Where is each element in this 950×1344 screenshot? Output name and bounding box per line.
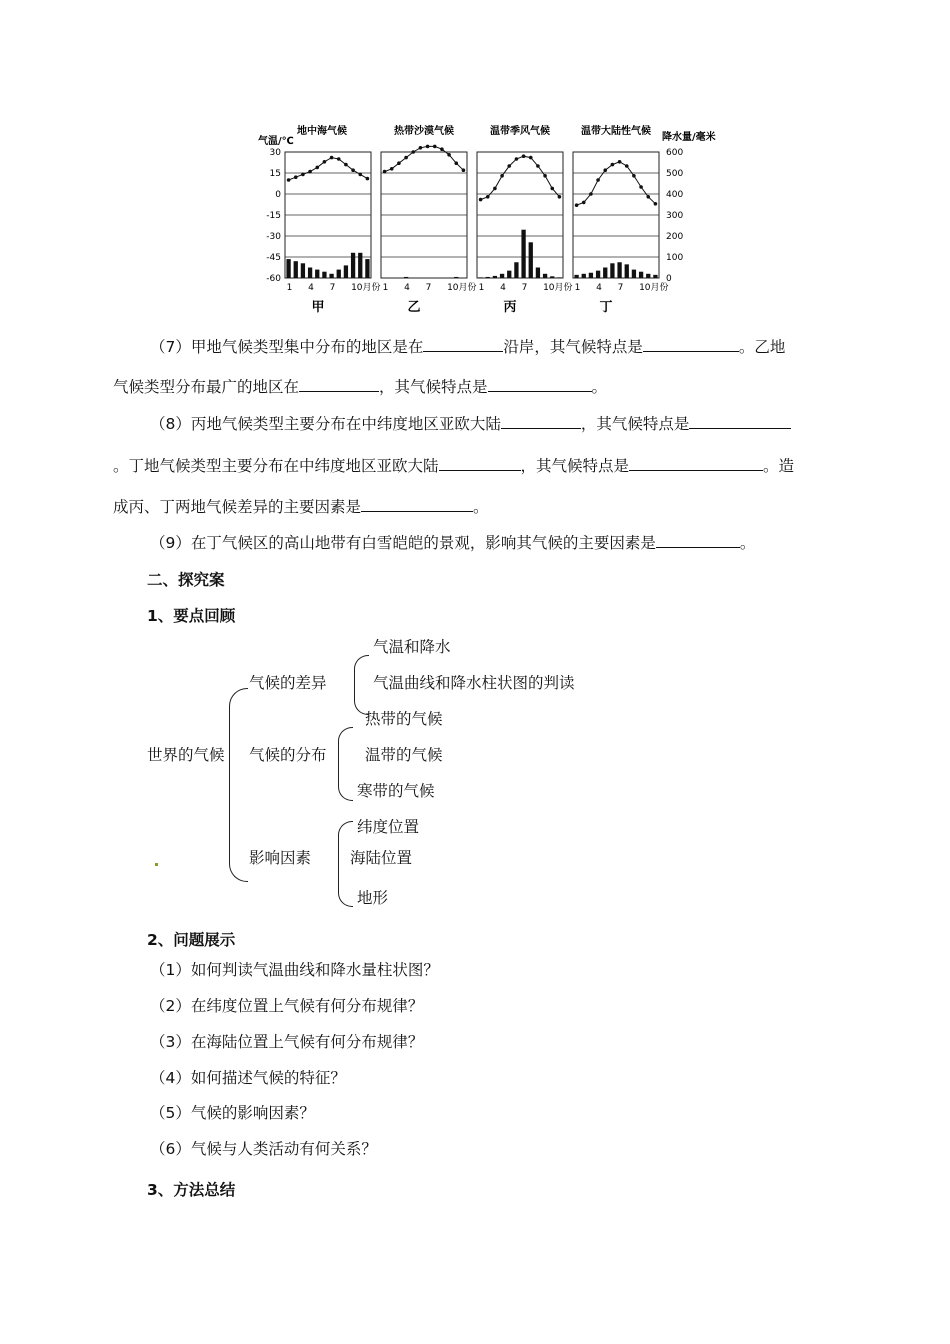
panel-letter: 甲 [311, 300, 325, 315]
precip-axis-label: 降水量/毫米 [662, 132, 716, 143]
month-tick-label: 4 [500, 283, 506, 293]
temp-point [654, 202, 658, 206]
precip-bar [329, 274, 333, 278]
temp-point [543, 174, 547, 178]
month-tick-label: 1 [286, 283, 293, 293]
climate-panel [381, 145, 477, 315]
tree-item-tropical: 热带的气候 [365, 710, 443, 728]
temp-point [596, 178, 600, 182]
q8-text-e: 。造 [763, 457, 795, 475]
precip-bar [582, 274, 586, 278]
precip-bar [529, 242, 533, 278]
q8-text-a: （8）丙地气候类型主要分布在中纬度地区亚欧大陆 [150, 415, 501, 433]
panel-letter: 乙 [407, 300, 421, 315]
temp-point [411, 150, 415, 154]
q9-blank-1[interactable] [656, 533, 740, 548]
precip-bar [543, 274, 547, 278]
temp-axis-label: 气温/℃ [258, 136, 294, 147]
month-tick-label: 7 [425, 283, 432, 293]
precip-bar [653, 275, 657, 278]
precip-bar [322, 272, 326, 278]
temp-point [646, 195, 650, 199]
tree-item-frigid: 寒带的气候 [357, 782, 435, 800]
temp-point [603, 168, 607, 172]
month-tick-label: 4 [404, 283, 410, 293]
q7-blank-3[interactable] [299, 377, 379, 392]
precip-tick-label: 0 [666, 274, 672, 284]
chart-titles [297, 124, 651, 137]
precip-bar [589, 273, 593, 278]
precip-bar [301, 263, 305, 278]
month-tick-label: 10月份 [543, 283, 573, 293]
temp-point [301, 173, 305, 177]
temp-point [397, 161, 401, 165]
precip-bar [596, 271, 600, 278]
problem-item: （6）气候与人类活动有何关系？ [150, 1140, 377, 1158]
tree-branch-differences: 气候的差异 [249, 674, 327, 692]
subheading-method: 3、方法总结 [147, 1181, 236, 1199]
temp-point [337, 157, 341, 161]
month-tick-label: 10月份 [639, 283, 669, 293]
month-tick-label: 1 [574, 283, 581, 293]
precip-bar [639, 272, 643, 278]
precip-bar [454, 277, 458, 278]
temp-point [294, 175, 298, 179]
precip-tick-label: 500 [666, 169, 684, 179]
temp-tick-label: -45 [266, 253, 281, 263]
climate-panel [573, 152, 669, 315]
temp-point [462, 168, 466, 172]
temp-point [433, 145, 437, 149]
precip-bar [521, 230, 525, 278]
temp-point [447, 153, 451, 157]
panel-title: 温带季风气候 [490, 126, 550, 137]
problem-item: （4）如何描述气候的特征？ [150, 1069, 346, 1087]
differences-bracket [354, 655, 369, 715]
q8-text-b: ，其气候特点是 [580, 415, 690, 433]
section-heading: 二、探究案 [147, 571, 225, 589]
month-tick-label: 4 [308, 283, 314, 293]
q8-blank-5[interactable] [361, 497, 473, 512]
subheading-problems: 2、问题展示 [147, 931, 236, 949]
temp-point [550, 187, 554, 191]
temp-point [404, 156, 408, 160]
q7-blank-2[interactable] [643, 337, 739, 352]
q7-blank-1[interactable] [423, 337, 503, 352]
q9-text-a: （9）在丁气候区的高山地带有白雪皑皑的景观，影响其气候的主要因素是 [150, 534, 656, 552]
temp-point [639, 185, 643, 189]
temp-point [330, 156, 334, 160]
precip-bar [344, 265, 348, 278]
month-tick-label: 7 [521, 283, 528, 293]
q7-text-d: 气候类型分布最广的地区在 [113, 378, 300, 396]
precip-bar [404, 277, 408, 278]
tree-branch-distribution: 气候的分布 [249, 746, 327, 764]
climate-charts-figure [250, 120, 730, 320]
temp-point [575, 203, 579, 207]
precip-bar [603, 268, 607, 279]
temp-point [454, 161, 458, 165]
precip-bar [486, 277, 490, 278]
temp-point [366, 177, 370, 181]
chart-panels [285, 145, 669, 315]
temp-point [390, 167, 394, 171]
q7-blank-4[interactable] [488, 377, 592, 392]
precip-bar [610, 263, 614, 278]
q7-text-b: 沿岸，其气候特点是 [503, 338, 643, 356]
precip-bar [478, 277, 482, 278]
precip-bar [625, 264, 629, 278]
precip-bar [493, 276, 497, 278]
tree-branch-factors: 影响因素 [249, 849, 312, 867]
temp-point [589, 192, 593, 196]
precip-tick-label: 300 [666, 211, 684, 221]
temp-point [479, 198, 483, 202]
precip-bar [507, 271, 511, 278]
tree-item-temp-precip: 气温和降水 [373, 638, 451, 656]
precip-bar [500, 274, 504, 278]
tree-item-latitude: 纬度位置 [357, 818, 420, 836]
month-tick-label: 1 [478, 283, 485, 293]
temp-point [287, 178, 291, 182]
temp-point [625, 164, 629, 168]
temp-curve [289, 158, 368, 180]
temp-point [507, 164, 511, 168]
question-7-line-2 [113, 377, 607, 396]
question-8-line-1 [150, 414, 791, 433]
q8-blank-2[interactable] [689, 414, 791, 429]
precip-bar [617, 262, 621, 278]
month-tick-label: 1 [382, 283, 389, 293]
precip-bar [536, 268, 540, 279]
question-9 [150, 533, 755, 552]
temp-point [358, 173, 362, 177]
precip-bar [550, 276, 554, 278]
precip-bar [294, 261, 298, 278]
problem-item: （5）气候的影响因素？ [150, 1104, 315, 1122]
month-tick-label: 4 [596, 283, 602, 293]
precip-bar [315, 270, 319, 278]
subheading-review: 1、要点回顾 [147, 607, 236, 625]
q8-blank-3[interactable] [439, 456, 521, 471]
panel-letter: 丁 [599, 300, 613, 315]
precip-bar [358, 253, 362, 278]
q7-text-a: （7）甲地气候类型集中分布的地区是在 [150, 338, 424, 356]
temp-point [522, 154, 526, 158]
panel-letter: 丙 [503, 300, 517, 315]
problem-item: （2）在纬度位置上气候有何分布规律？ [150, 997, 424, 1015]
precip-tick-label: 100 [666, 253, 684, 263]
q9-text-b: 。 [739, 534, 756, 552]
temp-tick-label: -15 [266, 211, 281, 221]
chart-axes [258, 130, 716, 284]
temp-point [515, 157, 519, 161]
temp-point [383, 170, 387, 174]
q7-text-c: 。乙地 [738, 338, 786, 356]
temp-curve [481, 156, 560, 199]
panel-title: 地中海气候 [297, 126, 347, 137]
precip-bar [351, 253, 355, 278]
month-tick-label: 10月份 [351, 283, 381, 293]
precip-bar [646, 274, 650, 278]
temp-tick-label: 30 [269, 148, 281, 158]
q8-text-f: 成丙、丁两地气候差异的主要因素是 [113, 498, 362, 516]
precip-bar [514, 262, 518, 278]
stray-dot [155, 863, 158, 866]
temp-tick-label: -30 [266, 232, 281, 242]
problem-item: （1）如何判读气温曲线和降水量柱状图？ [150, 961, 439, 979]
temp-point [536, 164, 540, 168]
q8-blank-4[interactable] [629, 456, 763, 471]
precip-bar [286, 259, 290, 278]
panel-title: 温带大陆性气候 [581, 126, 651, 137]
temp-point [323, 160, 327, 164]
temp-point [308, 170, 312, 174]
root-bracket [229, 688, 248, 882]
temp-point [632, 174, 636, 178]
temp-point [315, 166, 319, 170]
tree-item-temperate: 温带的气候 [365, 746, 443, 764]
temp-point [582, 201, 586, 205]
temp-tick-label: 0 [275, 190, 281, 200]
temp-point [493, 187, 497, 191]
q8-text-c: 。丁地气候类型主要分布在中纬度地区亚欧大陆 [113, 457, 439, 475]
precip-bar [337, 270, 341, 278]
tree-item-chart-reading: 气温曲线和降水柱状图的判读 [373, 674, 575, 692]
precip-tick-label: 600 [666, 148, 684, 158]
tree-item-terrain: 地形 [357, 889, 389, 907]
tree-root: 世界的气候 [147, 746, 225, 764]
precip-bar [574, 275, 578, 278]
problem-item: （3）在海陆位置上气候有何分布规律？ [150, 1033, 424, 1051]
temp-point [426, 145, 430, 149]
q7-text-f: 。 [591, 378, 608, 396]
temp-point [344, 163, 348, 167]
precip-tick-label: 400 [666, 190, 684, 200]
temp-point [558, 195, 562, 199]
question-8-line-3 [113, 497, 489, 516]
temp-point [529, 156, 533, 160]
q8-blank-1[interactable] [501, 414, 581, 429]
q7-text-e: ，其气候特点是 [379, 378, 488, 396]
panel-title: 热带沙漠气候 [394, 126, 454, 137]
temp-tick-label: 15 [269, 169, 281, 179]
climate-panel [477, 152, 573, 315]
temp-point [440, 147, 444, 151]
temp-point [351, 168, 355, 172]
temp-point [419, 146, 423, 150]
question-7-line-1 [150, 337, 785, 356]
climate-panel [285, 152, 381, 315]
q8-text-d: ，其气候特点是 [520, 457, 630, 475]
month-tick-label: 7 [329, 283, 336, 293]
precip-bar [365, 259, 369, 278]
month-tick-label: 7 [617, 283, 624, 293]
precip-bar [632, 270, 636, 278]
temp-point [486, 195, 490, 199]
distribution-bracket [338, 727, 353, 801]
temp-tick-label: -60 [266, 274, 281, 284]
q8-text-g: 。 [473, 498, 489, 516]
temp-curve [385, 146, 464, 171]
temp-point [500, 174, 504, 178]
tree-item-sea-land: 海陆位置 [350, 849, 413, 867]
temp-point [618, 160, 622, 164]
precip-tick-label: 200 [666, 232, 684, 242]
precip-bar [557, 277, 561, 278]
month-tick-label: 10月份 [447, 283, 477, 293]
temp-point [611, 163, 615, 167]
precip-bar [308, 268, 312, 279]
temp-curve [577, 162, 656, 205]
question-8-line-2 [113, 456, 794, 475]
